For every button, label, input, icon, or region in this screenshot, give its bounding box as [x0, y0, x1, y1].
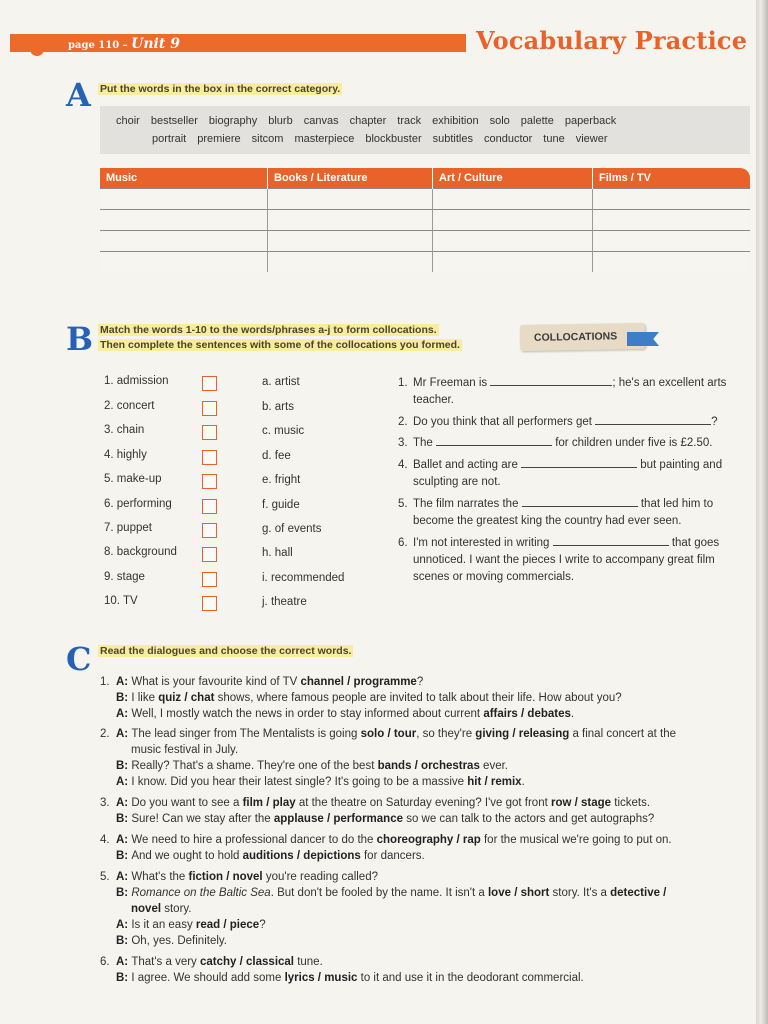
dialogue-line: A: I know. Did you hear their latest single? It's going to be a massive hit / remix. [116, 776, 525, 788]
dialogue-line: A: What's the fiction / novel you're reading called? [116, 871, 378, 883]
choice[interactable]: affairs / debates [483, 708, 571, 720]
choice[interactable]: auditions / depictions [242, 850, 361, 862]
match-right-item: h. hall [262, 547, 293, 559]
word-item: conductor [483, 133, 533, 145]
answer-cell[interactable] [593, 252, 751, 273]
word-item: chapter [349, 115, 387, 127]
match-left-item: 2. concert [104, 400, 155, 412]
category-table [100, 168, 750, 272]
answer-checkbox[interactable] [202, 572, 217, 587]
dialogue-3-number: 3. [100, 797, 110, 809]
section-c-letter: C [66, 640, 92, 678]
choice[interactable]: read / piece [195, 919, 260, 931]
choice[interactable]: channel / programme [300, 676, 417, 688]
word-item: tune [543, 133, 565, 145]
match-right-item: f. guide [262, 499, 300, 511]
answer-cell[interactable] [100, 231, 268, 252]
match-left-item: 7. puppet [104, 522, 152, 534]
word-item: biography [208, 115, 258, 127]
dialogue-line: B: Really? That's a shame. They're one of the best bands / orchestras ever. [116, 760, 508, 772]
dialogue-4-number: 4. [100, 834, 110, 846]
dialogue-line: A: That's a very catchy / classical tune. [116, 956, 323, 968]
workbook-page: page 110 – Unit 9 Vocabulary Practice A Put the words in the box in the correct category. choir bestseller biography blurb canvas chapter track exhibition solo palette paperback portrait premiere sitcom masterpiece blockbuster subtitles conductor tune viewer Music Books / Literature Art / Culture Films / TV B Match the words 1-10 to the words/phrases a-j to form collocations. Then complete the sentences with some of the collocations you formed. COLLOCATIONS 1. admission 2. concert 3. chain 4. highly 5. make-up 6. performing 7. puppet 8. background 9. stage 10. TV a. artist b. arts c. music d. fee e. fright f. guide g. of events h. hall i. recommended j. theatre 1. Mr Freeman is ; he's an excellent arts teacher. 2. Do you think that all performers get ? 3. The for children under five is £2.50. 4. Ballet and acting are but painting and sculpting are not. 5. The film narrates the that led him to become the greatest king the country had ever seen. 6. I'm not interested in writing that goes unnoticed. I want the pieces I write to accompany great film scenes or moving commercials. C Read the dialogues and choose the correct words. 1. A: What is your favourite kind of TV channel / programme? B: I like quiz / chat shows, where famous people are invited to talk about their life. How about you? A: Well, I mostly watch the news in order to stay informed about current affairs / debates. 2. A: The lead singer from The Mentalists is going solo / tour, so they're giving / releasing a final concert at the music festival in July. B: Really? That's a shame. They're one of the best bands / orchestras ever. A: I know. Did you hear their latest single? It's going to be a massive hit / remix. 3. A: Do you want to see a film / play at the theatre on Saturday evening? I've got front row / stage tickets. B: Sure! Can we stay after the applause / performance so we can talk to the actors and get autographs? 4. A: We need to hire a professional dancer to do the choreography / rap for the musical we're going to put on. B: And we ought to hold auditions / depictions for dancers. 5. A: What's the fiction / novel you're reading called? B: Romance on the Baltic Sea. But don't be fooled by the name. It isn't a love / short story. It's a detective / novel story. A: Is it an easy read / piece? B: Oh, yes. Definitely. 6. A: That's a very catchy / classical tune. B: I agree. We should add some lyrics / music to it and use it in the deodorant commercial. [0, 0, 756, 1024]
answer-cell[interactable] [100, 252, 268, 273]
answer-cell[interactable] [593, 210, 751, 231]
choice[interactable]: choreography / rap [376, 834, 481, 846]
page-label: page 110 – Unit 9 [68, 36, 180, 52]
choice[interactable]: lyrics / music [284, 972, 358, 984]
column-header-art: Art / Culture [433, 168, 593, 189]
dialogue-line: B: Sure! Can we stay after the applause / performance so we can talk to the actors and get autographs? [116, 813, 655, 825]
match-left-item: 5. make-up [104, 473, 162, 485]
match-right-item: b. arts [262, 401, 294, 413]
answer-checkbox[interactable] [202, 547, 217, 562]
section-b-letter: B [66, 320, 94, 358]
choice[interactable]: solo / tour [360, 728, 417, 740]
word-item: choir [116, 115, 140, 127]
word-item: palette [520, 115, 554, 127]
match-left-item: 9. stage [104, 571, 145, 583]
word-item: bestseller [150, 115, 198, 127]
answer-cell[interactable] [433, 252, 593, 273]
column-header-films: Films / TV [593, 168, 751, 189]
unit-label: Unit 9 [131, 36, 180, 52]
match-right-item: a. artist [262, 376, 300, 388]
match-left-item: 10. TV [104, 595, 138, 607]
match-right-item: d. fee [262, 450, 291, 462]
dialogue-line: B: I like quiz / chat shows, where famous people are invited to talk about their life. How about you? [116, 692, 622, 704]
dialogue-5-number: 5. [100, 871, 110, 883]
collocations-tag: COLLOCATIONS [520, 323, 645, 351]
word-box-row-2 [100, 133, 768, 145]
match-right-item: c. music [262, 425, 305, 437]
answer-cell[interactable] [100, 210, 268, 231]
dialogue-line: B: I agree. We should add some lyrics / music to it and use it in the deodorant commercial. [116, 972, 584, 984]
column-header-music: Music [100, 168, 268, 189]
header-decoration [30, 44, 44, 56]
choice[interactable]: catchy / classical [200, 956, 294, 968]
choice[interactable]: row / stage [551, 797, 612, 809]
match-right-item: j. theatre [262, 596, 307, 608]
answer-checkbox[interactable] [202, 376, 217, 391]
answer-cell[interactable] [100, 189, 268, 210]
header-bar [10, 34, 466, 52]
word-item: sitcom [251, 133, 284, 145]
match-right-item: i. recommended [262, 572, 345, 584]
table-row [100, 252, 750, 273]
answer-cell[interactable] [593, 189, 751, 210]
column-header-books: Books / Literature [268, 168, 433, 189]
match-left-item: 8. background [104, 546, 177, 558]
word-item: viewer [575, 133, 608, 145]
answer-cell[interactable] [268, 189, 433, 210]
section-a-letter: A [66, 76, 91, 114]
choice[interactable]: hit / remix [467, 776, 522, 788]
word-item: solo [489, 115, 510, 127]
match-left-item: 1. admission [104, 375, 169, 387]
choice[interactable]: applause / performance [273, 813, 403, 825]
choice[interactable]: bands / orchestras [377, 760, 480, 772]
answer-blank[interactable] [522, 496, 638, 507]
answer-checkbox[interactable] [202, 474, 217, 489]
word-item: exhibition [432, 115, 479, 127]
dialogue-line: A: The lead singer from The Mentalists is going solo / tour, so they're giving / releasing a final concert at the [116, 728, 677, 740]
dialogue-line: A: What is your favourite kind of TV channel / programme? [116, 676, 424, 688]
dialogue-line: A: Do you want to see a film / play at the theatre on Saturday evening? I've got front row / stage tickets. [116, 797, 651, 809]
word-item: premiere [197, 133, 241, 145]
answer-blank[interactable] [436, 435, 552, 446]
answer-cell[interactable] [268, 210, 433, 231]
word-box-row-1 [100, 115, 766, 127]
answer-checkbox[interactable] [202, 450, 217, 465]
match-right-item: g. of events [262, 523, 322, 535]
answer-blank[interactable] [490, 375, 612, 386]
choice[interactable]: love / short [487, 887, 550, 899]
answer-cell[interactable] [433, 210, 593, 231]
choice[interactable]: giving / releasing [475, 728, 570, 740]
dialogue-2-number: 2. [100, 728, 110, 740]
dialogue-line: A: We need to hire a professional dancer to do the choreography / rap for the musical we're going to put on. [116, 834, 672, 846]
answer-checkbox[interactable] [202, 596, 217, 611]
answer-cell[interactable] [593, 231, 751, 252]
answer-cell[interactable] [268, 231, 433, 252]
section-c-instruction: Read the dialogues and choose the correct words. [100, 645, 352, 657]
page-title: Vocabulary Practice [476, 26, 748, 55]
match-left-item: 4. highly [104, 449, 147, 461]
answer-blank[interactable] [521, 457, 637, 468]
dialogue-line: A: Is it an easy read / piece? [116, 919, 266, 931]
word-item: blockbuster [365, 133, 422, 145]
word-item: portrait [152, 133, 187, 145]
dialogue-1-number: 1. [100, 676, 110, 688]
dialogue-line: B: Romance on the Baltic Sea. But don't be fooled by the name. It isn't a love / short story. It's a detective / [116, 887, 667, 899]
answer-checkbox[interactable] [202, 425, 217, 440]
word-item: blurb [268, 115, 293, 127]
word-item: paperback [564, 115, 617, 127]
choice[interactable]: quiz / chat [158, 692, 215, 704]
word-item: masterpiece [294, 133, 355, 145]
tag-ribbon [627, 332, 659, 346]
section-b-instruction: Match the words 1-10 to the words/phrases a-j to form collocations. Then complete the sentences with some of the collocations you formed. [100, 324, 460, 351]
word-item: canvas [303, 115, 339, 127]
choice[interactable]: novel [131, 903, 162, 915]
answer-checkbox[interactable] [202, 523, 217, 538]
choice[interactable]: detective / [610, 887, 667, 899]
answer-cell[interactable] [268, 252, 433, 273]
dialogue-line: A: Well, I mostly watch the news in order to stay informed about current affairs / debates. [116, 708, 575, 720]
answer-cell[interactable] [433, 189, 593, 210]
choice[interactable]: fiction / novel [188, 871, 263, 883]
dialogue-line: B: Oh, yes. Definitely. [116, 935, 227, 947]
dialogue-line: music festival in July. [131, 744, 239, 756]
table-row [100, 210, 750, 231]
section-a-instruction: Put the words in the box in the correct category. [100, 83, 341, 95]
page-edge [756, 0, 768, 1024]
answer-cell[interactable] [433, 231, 593, 252]
match-left-item: 3. chain [104, 424, 145, 436]
choice[interactable]: film / play [242, 797, 296, 809]
table-row [100, 231, 750, 252]
table-row [100, 189, 750, 210]
answer-blank[interactable] [595, 414, 711, 425]
answer-checkbox[interactable] [202, 401, 217, 416]
dialogue-line: novel story. [131, 903, 192, 915]
answer-checkbox[interactable] [202, 499, 217, 514]
dialogue-6-number: 6. [100, 956, 110, 968]
dialogue-line: B: And we ought to hold auditions / depictions for dancers. [116, 850, 425, 862]
match-left-item: 6. performing [104, 498, 172, 510]
word-item: track [397, 115, 422, 127]
match-right-item: e. fright [262, 474, 301, 486]
answer-blank[interactable] [553, 535, 669, 546]
word-box [100, 106, 750, 154]
word-item: subtitles [432, 133, 473, 145]
